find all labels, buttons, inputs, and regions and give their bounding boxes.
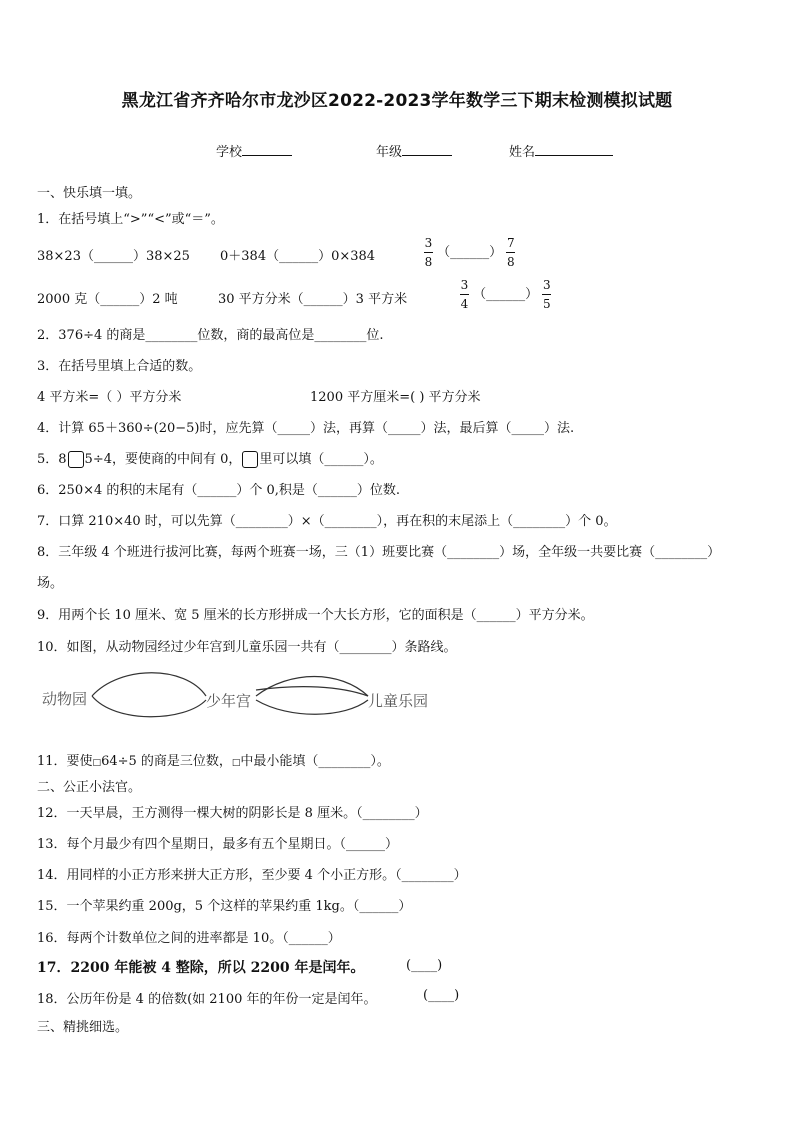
- grade-field[interactable]: [376, 141, 452, 160]
- route-diagram: [0, 660, 794, 740]
- route-mid-2: [256, 687, 368, 696]
- fraction-3-5: $\frac{3}{5}$: [542, 278, 551, 311]
- fraction-3-4: $\frac{3}{4}$: [460, 278, 469, 311]
- place-childrens-park: 儿童乐园: [368, 692, 429, 710]
- section-heading-1: 一、快乐填一填。: [37, 186, 142, 201]
- name-field[interactable]: [509, 141, 613, 160]
- question-2: 2．376÷4 的商是________位数，商的最高位是________位.: [37, 328, 384, 343]
- question-10: 10．如图，从动物园经过少年宫到儿童乐园一共有（________）条路线。: [37, 640, 457, 655]
- question-3: 3．在括号里填上合适的数。: [37, 359, 202, 374]
- question-6: 6．250×4 的积的末尾有（______）个 0,积是（______）位数.: [37, 483, 401, 498]
- name-label: 姓名: [509, 145, 536, 160]
- page-title: 黑龙江省齐齐哈尔市龙沙区2022-2023学年数学三下期末检测模拟试题: [121, 91, 673, 111]
- question-1c: [424, 236, 515, 269]
- question-14: 14．用同样的小正方形来拼大正方形，至少要 4 个小正方形。（________）: [37, 868, 467, 883]
- question-18-paren: (____): [423, 988, 460, 1003]
- question-1e: 30 平方分米（______）3 平方米: [218, 292, 408, 307]
- question-3a: 4 平方米=（ ）平方分米: [37, 390, 182, 405]
- place-youth-palace: 少年宫: [206, 692, 252, 710]
- question-1f: [460, 278, 551, 311]
- question-17: 17．2200 年能被 4 整除，所以 2200 年是闰年。: [37, 960, 365, 976]
- question-1d: 2000 克（______）2 吨: [37, 292, 178, 307]
- question-1f-paren: （______）: [473, 287, 539, 302]
- school-label: 学校: [216, 145, 243, 160]
- question-4: 4．计算 65＋360÷(20−5)时，应先算（_____）法，再算（_____）法，最后算（_____）法.: [37, 421, 575, 436]
- route-top-1: [92, 673, 206, 696]
- question-9: 9．用两个长 10 厘米、宽 5 厘米的长方形拼成一个大长方形，它的面积是（______）平方分米。: [37, 608, 594, 623]
- route-bottom-1: [92, 696, 206, 717]
- fraction-3-8: $\frac{3}{8}$: [424, 236, 433, 269]
- place-zoo: 动物园: [42, 690, 88, 708]
- question-3b: 1200 平方厘米=( ) 平方分米: [310, 390, 481, 405]
- grade-label: 年级: [376, 145, 403, 160]
- question-1: 1．在括号填上“>”“<”或“＝”。: [37, 212, 224, 227]
- blank-box: [242, 451, 258, 468]
- question-17-paren: (____): [406, 958, 443, 973]
- blank-square: □: [92, 758, 102, 768]
- question-7: 7．口算 210×40 时，可以先算（________）×（________），再在积的末尾添上（________）个 0。: [37, 514, 617, 529]
- question-1a: 38×23（______）38×25: [37, 249, 190, 264]
- section-heading-3: 三、精挑细选。: [37, 1020, 129, 1035]
- section-heading-2: 二、公正小法官。: [37, 780, 142, 795]
- question-1c-paren: （______）: [437, 245, 503, 260]
- question-12: 12．一天早晨，王方测得一棵大树的阴影长是 8 厘米。（________）: [37, 806, 428, 821]
- question-13: 13．每个月最少有四个星期日，最多有五个星期日。（______）: [37, 837, 399, 852]
- school-field[interactable]: [216, 141, 292, 160]
- question-11: 11．要使□64÷5 的商是三位数，□中最小能填（________）。: [37, 754, 390, 769]
- question-1b: 0＋384（______）0×384: [220, 249, 376, 264]
- blank-square: □: [231, 758, 241, 768]
- question-5: 5．8 5÷4，要使商的中间有 0， 里可以填（______）。: [37, 452, 383, 467]
- question-8-cont: 场。: [37, 576, 64, 591]
- fraction-7-8: $\frac{7}{8}$: [506, 236, 515, 269]
- blank-box: [68, 451, 84, 468]
- question-16: 16．每两个计数单位之间的进率都是 10。（______）: [37, 931, 341, 946]
- route-bottom-2: [256, 700, 368, 714]
- question-8: 8．三年级 4 个班进行拔河比赛，每两个班赛一场，三（1）班要比赛（________）场，全年级一共要比赛（________）: [37, 545, 721, 560]
- question-15: 15．一个苹果约重 200g，5 个这样的苹果约重 1kg。（______）: [37, 899, 412, 914]
- question-18: 18．公历年份是 4 的倍数(如 2100 年的年份一定是闰年。: [37, 992, 377, 1007]
